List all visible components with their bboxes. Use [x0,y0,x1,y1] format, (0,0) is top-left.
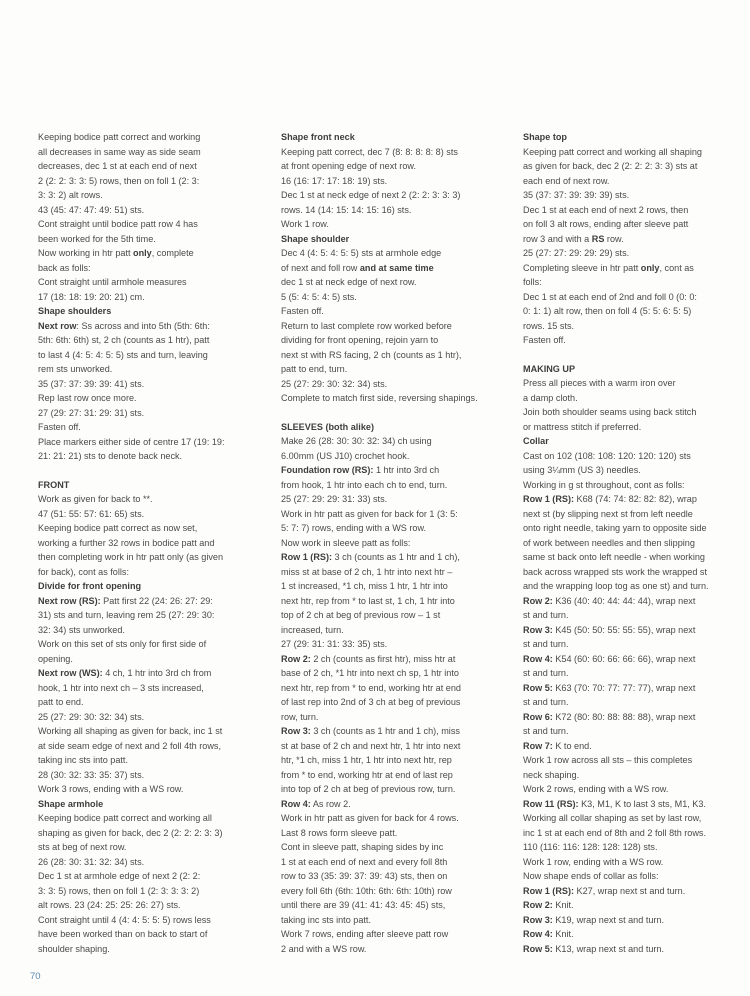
text-line: Work 1 row. [281,219,329,229]
text-line [523,710,745,725]
text-line: 17 (18: 18: 19: 20: 21) cm. [38,291,145,302]
text-line: of last rep into 2nd of 3 ch at beg of previous [281,697,461,707]
bold-text-run: Row 3: [523,624,553,635]
text-line: to last 4 (4: 5: 4: 5: 5) sts and turn, leaving [38,349,208,360]
text-line: until there are 39 (41: 41: 43: 45: 45) sts, [281,900,446,910]
text-line [281,724,513,739]
text-line: patt to end, turn. [281,364,348,374]
text-line: 1 st increased, *1 ch, miss 1 htr, 1 htr into [281,581,448,591]
text-line: 27 (29: 27: 31: 29: 31) sts. [38,407,145,418]
text-run: K19, wrap next st and turn. [552,914,665,925]
text-line [523,942,745,957]
text-line: st and turn. [523,726,569,736]
text-line: rows. 14 (14: 15: 14: 15: 16) sts. [281,204,412,215]
text-line: Last 8 rows form sleeve patt. [281,827,398,838]
section-heading: Divide for front opening [38,581,142,591]
text-line: 43 (45: 47: 47: 49: 51) sts. [38,204,145,215]
text-line [523,232,745,247]
text-line: Work in htr patt as given for back for 4 rows. [281,813,459,823]
text-line: 3: 3: 5) rows, then on foll 1 (2: 3: 3: 3: 2) [38,885,200,896]
text-line: decreases, dec 1 st at each end of next [38,161,197,171]
text-line: every foll 6th (6th: 10th: 6th: 6th: 10th) row [281,885,452,896]
text-line: 0: 1: 1) alt row, then on foll 4 (5: 5: 6: 5: 5) [523,306,692,316]
text-line: same st back onto left needle - when working [523,552,705,562]
text-line: working a further 32 rows in bodice patt and [38,537,215,548]
text-line: htr, *1 ch, miss 1 htr, 1 htr into next htr, rep [281,755,452,765]
text-line: dividing for front opening, rejoin yarn to [281,335,439,345]
text-run: Completing sleeve in htr patt [523,262,641,273]
text-line: taking inc sts into patt. [281,914,371,925]
text-line: at front opening edge of next row. [281,161,416,171]
bold-text-run: Row 4: [281,798,311,809]
section-heading: Shape shoulders [38,306,112,316]
text-line: Work on this set of sts only for first side of [38,639,207,649]
text-line: shoulder shaping. [38,943,110,954]
text-line [281,463,513,478]
bold-text-run: Foundation row (RS): [281,465,374,475]
text-line [281,797,513,812]
text-line: st at base of 2 ch and next htr, 1 htr into next [281,740,461,751]
text-line: opening. [38,653,73,664]
bold-text-run: Row 7: [523,740,553,751]
text-line: Join both shoulder seams using back stitch [523,407,697,417]
text-line: each end of next row. [523,175,610,186]
text-run: row. [604,233,624,244]
bold-text-run: Row 3: [281,726,311,736]
text-line: 26 (28: 30: 31: 32: 34) sts. [38,856,145,867]
text-line: patt to end. [38,697,84,707]
text-line: dec 1 st at neck edge of next row. [281,277,417,287]
text-line: next htr, rep from * to end, working htr at end [281,682,461,693]
bold-text-run: Row 5: [523,943,553,954]
text-line: Work in htr patt as given for back for 1 (3: 5: [281,508,458,519]
text-line: Cast on 102 (108: 108: 120: 120: 120) sts [523,450,691,461]
text-line: Cont in sleeve patt, shaping sides by inc [281,842,444,852]
text-column-2 [281,130,513,956]
text-line: Dec 1 st at each end of next 2 rows, then [523,204,689,215]
text-line: top of 2 ch at beg of previous row – 1 st [281,610,441,620]
text-run: K27, wrap next st and turn. [574,885,686,896]
text-line: Work 1 row across all sts – this completes [523,755,693,765]
bold-text-run: Row 2: [523,595,553,606]
text-line: at side seam edge of next and 2 foll 4th rows, [38,740,221,751]
text-column-3 [523,130,745,956]
text-line: back as folls: [38,262,91,273]
text-line: 47 (51: 55: 57: 61: 65) sts. [38,508,145,519]
text-run: 4 ch, 1 htr into 3rd ch from [102,668,212,678]
page-number: 70 [30,971,41,982]
text-line [523,927,745,942]
text-line: 21: 21: 21) sts to denote back neck. [38,451,183,461]
text-line: taking inc sts into patt. [38,755,128,765]
text-line: 1 st at each end of next and every foll 8th [281,856,448,867]
text-line: 25 (27: 29: 30: 32: 34) sts. [38,711,145,722]
text-line: Cont straight until bodice patt row 4 has [38,219,198,229]
section-heading: SLEEVES (both alike) [281,421,374,432]
text-line: Fasten off. [38,422,81,432]
text-line: folls: [523,277,542,287]
text-line [523,623,745,638]
text-line: 2 and with a WS row. [281,943,367,954]
text-line: Cont straight until 4 (4: 4: 5: 5: 5) rows less [38,914,211,925]
text-line: Dec 1 st at neck edge of next 2 (2: 2: 3: 3: 3) [281,190,461,200]
bold-text-run: and at same time [359,262,434,273]
text-line: have been worked than on back to start of [38,929,208,939]
text-line: Work as given for back to **. [38,494,153,504]
bold-text-run: Row 6: [523,711,553,722]
text-line: Working in g st throughout, cont as folls: [523,479,685,490]
text-run: Knit. [552,900,574,910]
text-line: back across wrapped sts work the wrapped st [523,566,707,577]
text-line: 5th: 6th: 6th) st, 2 ch (counts as 1 htr), patt [38,335,210,345]
text-run: row 3 and with a [523,233,592,244]
text-line: Keeping bodice patt correct and working all [38,813,212,823]
bold-text-run: Row 4: [523,653,553,664]
text-line [523,594,745,609]
text-line: a damp cloth. [523,392,578,403]
text-line: next htr, rep from * to last st, 1 ch, 1 htr into [281,595,455,606]
text-line: increased, turn. [281,624,344,635]
text-line [523,898,745,913]
text-line: using 3¼mm (US 3) needles. [523,465,641,475]
text-line: 16 (16: 17: 17: 18: 19) sts. [281,175,388,186]
text-line [38,666,270,681]
text-line: hook, 1 htr into next ch – 3 sts increased, [38,682,204,693]
text-run: K36 (40: 40: 44: 44: 44), wrap next [552,595,696,606]
text-line: sts at beg of next row. [38,842,127,852]
text-line: Keeping patt correct and working all shaping [523,146,702,157]
text-line: Return to last complete row worked before [281,320,452,331]
text-line [523,681,745,696]
text-line: 25 (27: 29: 29: 31: 33) sts. [281,494,388,504]
text-line: Fasten off. [523,335,566,345]
text-line: next st (by slipping next st from left needle [523,508,693,519]
text-line: next st with RS facing, 2 ch (counts as 1 htr), [281,349,462,360]
text-line [523,797,745,812]
text-line: row to 33 (35: 39: 37: 39: 43) sts, then on [281,871,448,881]
text-line: shaping as given for back, dec 2 (2: 2: 2: 3: 3) [38,827,223,838]
text-run: Patt first 22 (24: 26: 27: 29: [100,595,213,606]
text-line: Work 2 rows, ending with a WS row. [523,784,669,794]
text-line: Place markers either side of centre 17 (19: 19: [38,436,225,447]
text-run: K63 (70: 70: 77: 77: 77), wrap next [552,682,696,693]
section-heading: Shape armhole [38,798,104,809]
section-heading: FRONT [38,479,70,490]
text-run: 3 ch (counts as 1 htr and 1 ch), miss [310,726,460,736]
text-line: st and turn. [523,610,569,620]
bold-text-run: only [640,262,660,273]
text-line: 28 (30: 32: 33: 35: 37) sts. [38,769,145,780]
bold-text-run: Row 1 (RS): [523,885,575,896]
section-heading: Shape front neck [281,132,355,142]
text-line: 27 (29: 31: 31: 33: 35) sts. [281,639,388,649]
text-line: or mattress stitch if preferred. [523,421,642,432]
bold-text-run: Row 1 (RS): [523,494,575,504]
text-line: 2 (2: 2: 3: 3: 5) rows, then on foll 1 (2: 3: [38,175,200,186]
text-line: Working all shaping as given for back, inc 1 st [38,726,223,736]
text-line: Keeping bodice patt correct as now set, [38,523,198,533]
text-line: into top of 2 ch at beg of previous row, turn. [281,784,456,794]
bold-text-run: Next row (WS): [38,668,103,678]
text-line: from * to end, working htr at end of last rep [281,769,453,780]
text-line: Work 7 rows, ending after sleeve patt row [281,929,449,939]
text-line: Make 26 (28: 30: 30: 32: 34) ch using [281,436,432,446]
text-line: Rep last row once more. [38,393,137,403]
bold-text-run: Row 1 (RS): [281,552,333,562]
text-line: 5: 7: 7) rows, ending with a WS row. [281,523,427,533]
bold-text-run: Row 3: [523,914,553,925]
text-line [38,594,270,609]
text-line: st and turn. [523,639,569,649]
text-line: Dec 1 st at armhole edge of next 2 (2: 2: [38,871,201,881]
text-line: Work 1 row, ending with a WS row. [523,856,664,867]
text-run: K54 (60: 60: 66: 66: 66), wrap next [552,653,696,664]
text-run: K to end. [552,740,592,751]
text-column-1 [38,130,270,956]
text-line: been worked for the 5th time. [38,233,156,244]
text-line: 31) sts and turn, leaving rem 25 (27: 29: 30: [38,610,215,620]
text-line [523,261,745,276]
text-line: 6.00mm (US J10) crochet hook. [281,450,410,461]
text-line: rem sts unworked. [38,364,113,374]
text-line: as given for back, dec 2 (2: 2: 2: 3: 3) sts at [523,161,698,171]
bold-text-run: Row 5: [523,682,553,693]
text-line [281,550,513,565]
text-line [523,913,745,928]
text-line: 25 (27: 27: 29: 29: 29) sts. [523,248,630,258]
text-line: Dec 4 (4: 5: 4: 5: 5) sts at armhole edge [281,248,442,258]
text-line: 35 (37: 37: 39: 39: 41) sts. [38,378,145,389]
text-line [523,739,745,754]
text-run: 3 ch (counts as 1 htr and 1 ch), [332,552,460,562]
text-line [523,884,745,899]
text-run: : Ss across and into 5th (5th: 6th: [76,320,210,331]
text-line: st and turn. [523,668,569,678]
text-run: Knit. [552,929,574,939]
text-line: and the wrapping loop tog as one st) and turn. [523,581,709,591]
text-line: on foll 3 alt rows, ending after sleeve patt [523,219,689,229]
text-line [281,652,513,667]
text-line: Press all pieces with a warm iron over [523,378,676,388]
bold-text-run: Next row (RS): [38,595,101,606]
text-line: 32: 34) sts unworked. [38,624,125,635]
text-line: Complete to match first side, reversing shapings. [281,393,478,403]
text-run: , complete [151,248,194,258]
text-line: then completing work in htr patt only (as given [38,552,224,562]
text-line: from hook, 1 htr into each ch to end, turn. [281,479,448,490]
text-line: Keeping bodice patt correct and working [38,132,201,142]
section-heading: MAKING UP [523,363,576,374]
text-line: Keeping patt correct, dec 7 (8: 8: 8: 8: 8) sts [281,146,458,157]
text-run: Now working in htr patt [38,248,134,258]
text-run: K68 (74: 74: 82: 82: 82), wrap [574,494,697,504]
text-run: K13, wrap next st and turn. [552,943,665,954]
text-run: K72 (80: 80: 88: 88: 88), wrap next [552,711,696,722]
text-line: Now work in sleeve patt as folls: [281,537,411,548]
text-line: miss st at base of 2 ch, 1 htr into next htr – [281,566,453,577]
text-line [523,652,745,667]
bold-text-run: Row 2: [523,900,553,910]
text-line: 5 (5: 4: 5: 4: 5) sts. [281,291,357,302]
text-line: for back), cont as folls: [38,566,129,577]
bold-text-run: Next row [38,320,77,331]
text-line: Now shape ends of collar as folls: [523,871,659,881]
text-run: 1 htr into 3rd ch [373,465,440,475]
text-run: As row 2. [310,798,351,809]
section-heading: Shape shoulder [281,233,350,244]
text-line: 35 (37: 37: 39: 39: 39) sts. [523,190,630,200]
bold-text-run: Row 4: [523,929,553,939]
text-line: onto right needle, taking yarn to opposite side [523,523,707,533]
text-line: base of 2 ch, *1 htr into next ch sp, 1 htr into [281,668,459,678]
text-line: all decreases in same way as side seam [38,146,201,157]
text-run: 2 ch (counts as first htr), miss htr at [310,653,456,664]
text-line: row, turn. [281,711,319,722]
text-line [38,246,270,261]
text-line: alt rows. 23 (24: 25: 25: 26: 27) sts. [38,900,181,910]
bold-text-run: RS [591,233,605,244]
text-run: , cont as [659,262,694,273]
text-run: of next and foll row [281,262,360,273]
text-line: 25 (27: 29: 30: 32: 34) sts. [281,378,388,389]
text-run: K3, M1, K to last 3 sts, M1, K3. [578,798,706,809]
text-run: K45 (50: 50: 55: 55: 55), wrap next [552,624,696,635]
bold-text-run: only [133,248,152,258]
text-line: Fasten off. [281,306,324,316]
text-line [523,492,745,507]
text-line: Cont straight until armhole measures [38,277,187,287]
bold-text-run: Row 11 (RS): [523,798,579,809]
text-line [281,261,513,276]
section-heading: Collar [523,436,549,446]
text-line: rows. 15 sts. [523,320,575,331]
text-line: 3: 3: 2) alt rows. [38,190,103,200]
bold-text-run: Row 2: [281,653,311,664]
text-line: inc 1 st at each end of 8th and 2 foll 8th rows. [523,827,706,838]
text-line: of work between needles and then slipping [523,537,695,548]
text-line: Working all collar shaping as set by last row, [523,813,702,823]
text-line: st and turn. [523,697,569,707]
section-heading: Shape top [523,132,567,142]
text-line: neck shaping. [523,769,580,780]
text-line: Work 3 rows, ending with a WS row. [38,784,184,794]
text-line: 110 (116: 116: 128: 128: 128) sts. [523,842,658,852]
text-line: Dec 1 st at each end of 2nd and foll 0 (0: 0: [523,291,697,302]
text-line [38,319,270,334]
